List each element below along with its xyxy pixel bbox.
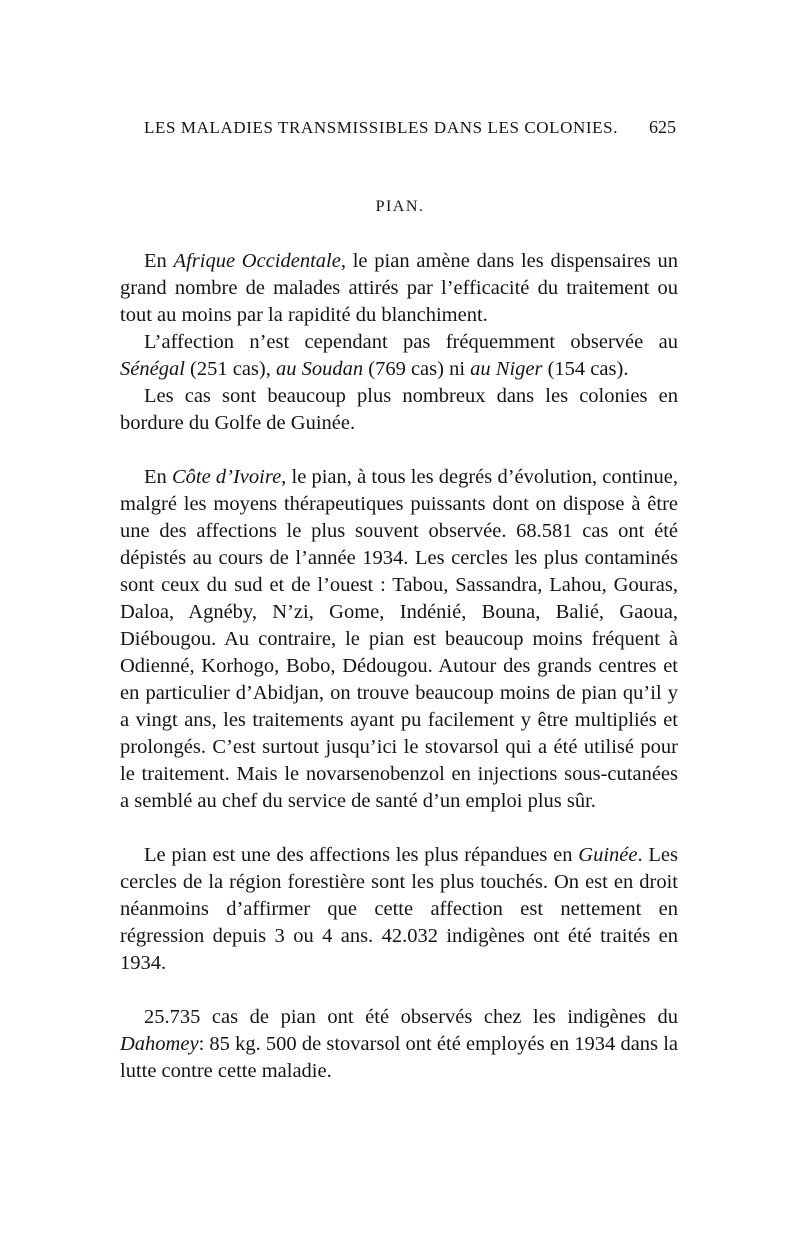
paragraph-afrique-occidentale: En Afrique Occidentale, le pian amène dans les dispensaires un grand nombre de malades attirés par l’efficacité du traitement ou tout au moins par la rapidité du blanchiment. xyxy=(120,250,678,326)
body-text xyxy=(120,248,678,1085)
running-head-title: LES MALADIES TRANSMISSIBLES DANS LES COLONIES. xyxy=(144,118,619,137)
place-name: au Soudan xyxy=(276,358,364,380)
section-title: PIAN. xyxy=(375,198,425,215)
place-name: Afrique Occidentale xyxy=(173,250,341,272)
place-name: Guinée xyxy=(578,844,638,866)
place-name: au Niger xyxy=(470,358,543,380)
page-number: 625 xyxy=(649,117,676,137)
paragraph-senegal-soudan-niger: L’affection n’est cependant pas fréquemment observée au Sénégal (251 cas), au Soudan (769 cas) ni au Niger (154 cas). xyxy=(120,331,678,380)
place-name: Dahomey xyxy=(120,1033,199,1055)
paragraph-dahomey: 25.735 cas de pian ont été observés chez les indigènes du Dahomey: 85 kg. 500 de stovarsol ont été employés en 1934 dans la lutte contre cette maladie. xyxy=(120,1006,678,1082)
running-head xyxy=(144,117,676,147)
paragraph-golfe-de-guinee: Les cas sont beaucoup plus nombreux dans les colonies en bordure du Golfe de Guinée. xyxy=(120,385,678,434)
place-name: Sénégal xyxy=(120,358,185,380)
paragraph-cote-divoire: En Côte d’Ivoire, le pian, à tous les degrés d’évolution, continue, malgré les moyens thérapeutiques puissants dont on dispose à être une des affections le plus souvent observée. 68.581 cas ont été dépistés au cours de l’année 1934. Les cercles les plus contaminés sont ceux du sud et de l’ouest : Tabou, Sassandra, Lahou, Gouras, Daloa, Agnéby, N’zi, Gome, Indénié, Bouna, Balié, Gaoua, Diébougou. Au contraire, le pian est beaucoup moins fréquent à Odienné, Korhogo, Bobo, Dédougou. Autour des grands centres et en particulier d’Abidjan, on trouve beaucoup moins de pian qu’il y a vingt ans, les traitements ayant pu facilement y être multipliés et prolongés. C’est surtout jusqu’ici le stovarsol qui a été utilisé pour le traitement. Mais le novarsenobenzol en injections sous-cutanées a semblé au chef du service de santé d’un emploi plus sûr. xyxy=(120,466,678,812)
paragraph-guinee: Le pian est une des affections les plus répandues en Guinée. Les cercles de la région forestière sont les plus touchés. On est en droit néanmoins d’affirmer que cette affection est nettement en régression depuis 3 ou 4 ans. 42.032 indigènes ont été traités en 1934. xyxy=(120,844,678,974)
place-name: Côte d’Ivoire xyxy=(171,466,282,488)
